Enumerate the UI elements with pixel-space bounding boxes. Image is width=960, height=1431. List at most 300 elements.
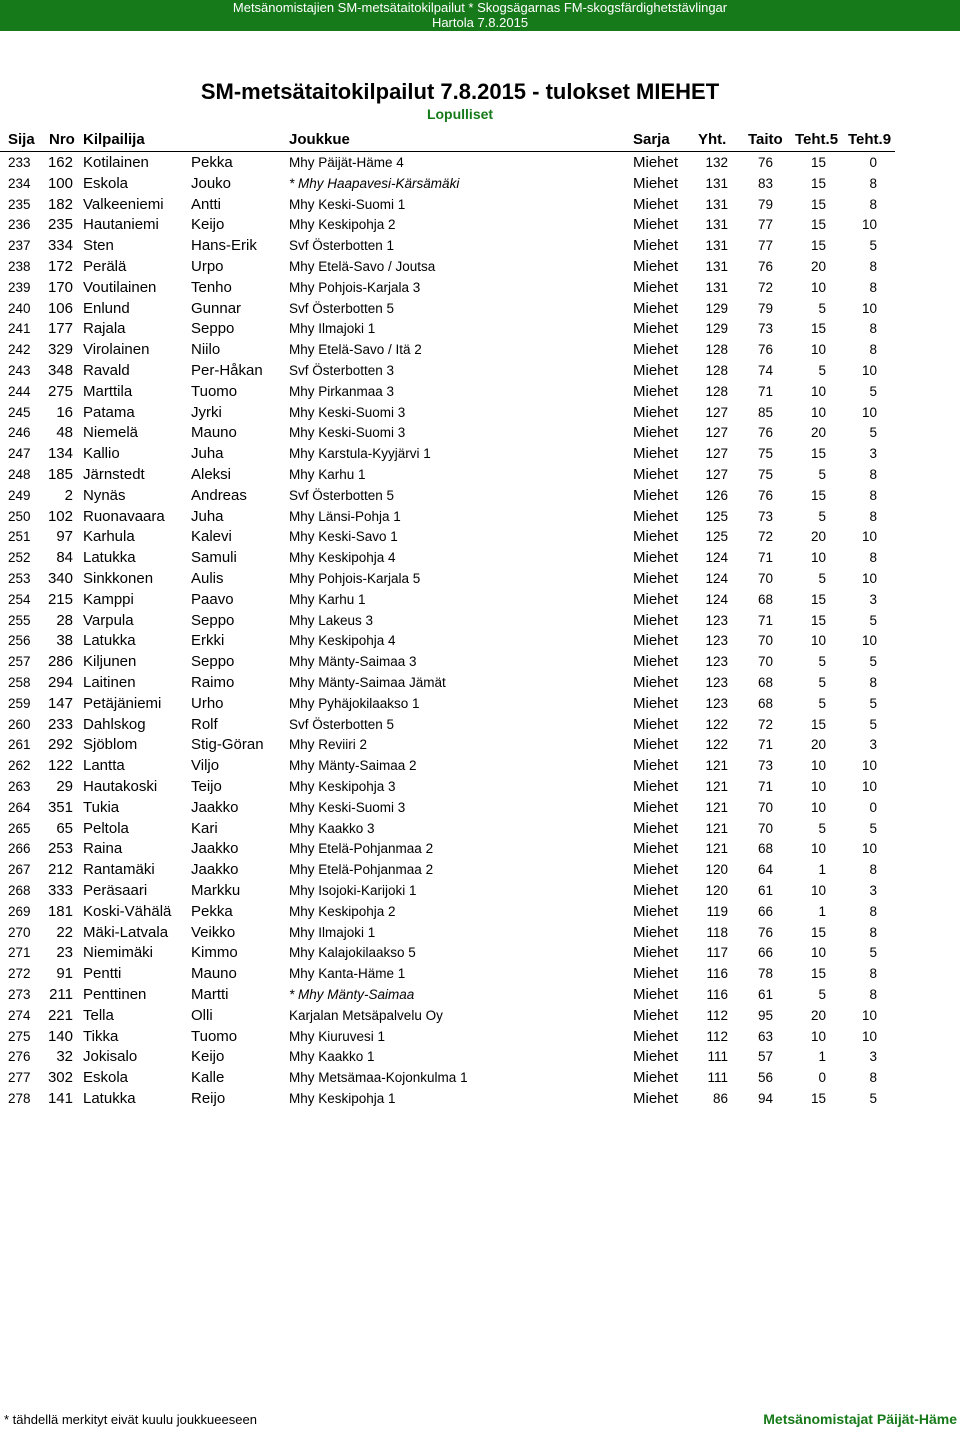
cell-teht5: 15 [810, 966, 826, 982]
cell-teht9: 10 [861, 779, 877, 794]
cell-teht5: 20 [810, 737, 826, 753]
cell-team: Mhy Keskipohja 3 [289, 779, 396, 794]
cell-yht: 117 [706, 945, 728, 961]
cell-firstname: Viljo [191, 757, 220, 775]
cell-lastname: Niemelä [83, 424, 139, 442]
cell-sija: 249 [8, 487, 31, 503]
cell-sarja: Miehet [633, 694, 679, 712]
cell-teht9: 8 [869, 259, 877, 274]
cell-yht: 131 [705, 217, 728, 233]
table-row [0, 756, 960, 776]
cell-teht9: 0 [869, 799, 877, 815]
cell-teht9: 10 [861, 1007, 877, 1023]
cell-sija: 244 [8, 383, 31, 399]
cell-sija: 272 [8, 966, 31, 982]
cell-sarja: Miehet [633, 216, 679, 234]
cell-nro: 29 [56, 778, 73, 795]
cell-teht5: 10 [810, 883, 826, 898]
cell-lastname: Pentti [83, 965, 122, 983]
cell-yht: 131 [705, 196, 728, 212]
cell-nro: 91 [56, 965, 73, 983]
cell-teht9: 3 [869, 446, 877, 462]
cell-yht: 111 [707, 1049, 728, 1065]
cell-taito: 61 [757, 987, 773, 1002]
cell-teht5: 10 [810, 758, 826, 774]
cell-teht9: 10 [861, 633, 877, 649]
cell-firstname: Kalle [191, 1069, 225, 1087]
table-row [0, 548, 960, 568]
cell-yht: 122 [705, 737, 728, 753]
cell-firstname: Jaakko [191, 840, 239, 858]
cell-team: Mhy Kiuruvesi 1 [289, 1028, 386, 1044]
cell-yht: 121 [705, 758, 728, 774]
cell-yht: 128 [705, 363, 728, 378]
cell-sarja: Miehet [633, 174, 679, 192]
cell-firstname: Juha [191, 507, 224, 525]
cell-firstname: Urpo [191, 258, 224, 275]
cell-nro: 275 [47, 382, 73, 400]
cell-lastname: Ravald [83, 362, 130, 379]
cell-sija: 243 [8, 363, 31, 378]
cell-nro: 333 [47, 882, 73, 899]
cell-lastname: Kiljunen [83, 653, 137, 671]
cell-sija: 269 [8, 903, 31, 919]
cell-team: Mhy Mänty-Saimaa 3 [289, 654, 417, 670]
cell-team: Mhy Pohjois-Karjala 3 [289, 279, 421, 295]
cell-firstname: Markku [191, 882, 241, 899]
cell-lastname: Laitinen [83, 674, 136, 691]
cell-lastname: Tukia [83, 798, 120, 816]
cell-teht5: 5 [818, 467, 826, 482]
cell-team: Mhy Lakeus 3 [289, 612, 374, 628]
cell-teht5: 15 [810, 155, 826, 170]
table-row [0, 777, 960, 797]
cell-yht: 124 [705, 550, 728, 566]
footer-org: Metsänomistajat Päijät-Häme [763, 1411, 957, 1427]
cell-yht: 112 [706, 1007, 728, 1023]
cell-firstname: Kari [191, 819, 218, 837]
cell-teht9: 3 [869, 591, 877, 607]
page-title: SM-metsätaitokilpailut 7.8.2015 - tulokset MIEHET [200, 79, 720, 104]
cell-team: Mhy Pyhäjokilaakso 1 [289, 695, 420, 711]
table-row [0, 236, 960, 256]
cell-sarja: Miehet [633, 861, 679, 879]
table-row [0, 340, 960, 360]
table-row [0, 403, 960, 423]
cell-firstname: Veikko [191, 923, 236, 941]
cell-sija: 251 [8, 529, 31, 545]
cell-teht5: 15 [810, 196, 826, 212]
cell-teht5: 5 [818, 571, 826, 586]
cell-sija: 276 [8, 1049, 31, 1065]
cell-yht: 121 [705, 841, 728, 857]
cell-taito: 75 [757, 446, 773, 462]
cell-lastname: Penttinen [83, 986, 147, 1003]
cell-lastname: Marttila [83, 382, 133, 400]
cell-team: Mhy Mänty-Saimaa Jämät [289, 675, 446, 690]
cell-teht9: 10 [861, 300, 877, 316]
cell-nro: 286 [47, 653, 73, 671]
cell-team: Mhy Karhu 1 [289, 591, 366, 607]
cell-nro: 334 [47, 237, 73, 255]
cell-teht9: 10 [861, 404, 877, 420]
cell-nro: 348 [47, 362, 73, 379]
cell-taito: 73 [757, 758, 773, 774]
cell-team: Mhy Kaakko 3 [289, 820, 375, 836]
cell-sarja: Miehet [633, 320, 679, 338]
cell-nro: 215 [47, 590, 73, 608]
cell-lastname: Jokisalo [83, 1048, 138, 1066]
cell-taito: 64 [757, 862, 773, 878]
cell-sija: 258 [8, 675, 31, 690]
cell-team: Mhy Keskipohja 1 [289, 1091, 396, 1106]
cell-nro: 162 [47, 154, 73, 171]
cell-yht: 122 [705, 716, 728, 732]
cell-teht9: 0 [869, 155, 877, 170]
cell-nro: 28 [56, 611, 73, 629]
cell-nro: 141 [47, 1090, 73, 1107]
cell-sarja: Miehet [633, 1006, 679, 1024]
table-row [0, 465, 960, 485]
col-header-joukkue: Joukkue [289, 131, 350, 148]
cell-nro: 292 [47, 736, 73, 754]
cell-nro: 122 [47, 757, 73, 775]
cell-teht5: 10 [810, 945, 826, 961]
cell-teht5: 15 [810, 1091, 826, 1106]
cell-taito: 76 [757, 155, 773, 170]
cell-sija: 250 [8, 508, 31, 524]
cell-teht5: 10 [810, 550, 826, 566]
cell-teht9: 5 [869, 425, 877, 441]
cell-sija: 257 [8, 654, 31, 670]
cell-sija: 265 [8, 820, 31, 836]
cell-sija: 234 [8, 175, 31, 191]
cell-sija: 235 [8, 196, 31, 212]
cell-firstname: Urho [191, 694, 224, 712]
cell-sarja: Miehet [633, 195, 679, 213]
col-header-sija: Sija [8, 131, 35, 148]
cell-lastname: Karhula [83, 528, 135, 546]
cell-taito: 71 [757, 383, 773, 399]
cell-teht5: 20 [810, 259, 826, 274]
cell-sarja: Miehet [633, 840, 679, 858]
cell-sija: 242 [8, 342, 31, 358]
cell-lastname: Latukka [83, 1090, 136, 1107]
cell-yht: 120 [705, 862, 728, 878]
cell-teht9: 8 [869, 1070, 877, 1086]
cell-firstname: Jaakko [191, 798, 239, 816]
table-row [0, 694, 960, 714]
cell-yht: 127 [705, 446, 728, 462]
cell-sarja: Miehet [633, 278, 679, 296]
cell-teht9: 8 [869, 987, 877, 1002]
cell-teht9: 3 [869, 1049, 877, 1065]
cell-teht9: 8 [869, 342, 877, 358]
cell-yht: 126 [705, 487, 728, 503]
cell-nro: 221 [47, 1006, 73, 1024]
table-row [0, 257, 960, 277]
cell-taito: 71 [757, 779, 773, 794]
cell-firstname: Jaakko [191, 861, 239, 879]
cell-nro: 170 [47, 278, 73, 296]
cell-lastname: Tella [83, 1006, 114, 1024]
cell-sija: 278 [8, 1091, 31, 1106]
cell-team: Svf Österbotten 3 [289, 363, 395, 378]
cell-teht5: 10 [810, 1028, 826, 1044]
cell-sarja: Miehet [633, 1069, 679, 1087]
cell-nro: 32 [56, 1048, 73, 1066]
cell-sija: 261 [8, 737, 31, 753]
cell-teht9: 8 [869, 196, 877, 212]
table-row [0, 735, 960, 755]
cell-teht5: 10 [810, 404, 826, 420]
cell-teht5: 10 [810, 633, 826, 649]
cell-sija: 263 [8, 779, 31, 794]
cell-sarja: Miehet [633, 757, 679, 775]
cell-teht5: 5 [818, 675, 826, 690]
cell-yht: 131 [705, 238, 728, 254]
cell-taito: 56 [757, 1070, 773, 1086]
cell-yht: 86 [712, 1091, 728, 1106]
cell-teht9: 8 [869, 903, 877, 919]
cell-firstname: Tuomo [191, 382, 238, 400]
table-row [0, 964, 960, 984]
table-row [0, 195, 960, 215]
cell-sija: 246 [8, 425, 31, 441]
cell-team: Mhy Keskipohja 2 [289, 217, 396, 233]
table-row [0, 1006, 960, 1026]
table-row [0, 881, 960, 901]
cell-taito: 61 [757, 883, 773, 898]
cell-lastname: Tikka [83, 1027, 119, 1045]
cell-lastname: Eskola [83, 174, 129, 192]
table-row [0, 839, 960, 859]
table-row [0, 798, 960, 818]
table-row [0, 174, 960, 194]
cell-nro: 351 [47, 798, 73, 816]
cell-lastname: Dahlskog [83, 715, 146, 733]
cell-sija: 239 [8, 279, 31, 295]
cell-sija: 268 [8, 883, 31, 898]
cell-yht: 131 [705, 259, 728, 274]
cell-firstname: Kalevi [191, 528, 232, 546]
cell-sija: 262 [8, 758, 31, 774]
table-row [0, 590, 960, 610]
cell-sija: 266 [8, 841, 31, 857]
cell-firstname: Stig-Göran [191, 736, 264, 754]
cell-taito: 77 [757, 238, 773, 254]
cell-yht: 131 [705, 175, 728, 191]
cell-teht9: 10 [861, 217, 877, 233]
table-row [0, 631, 960, 651]
cell-teht5: 5 [818, 300, 826, 316]
cell-teht5: 15 [810, 238, 826, 254]
cell-team: Mhy Länsi-Pohja 1 [289, 508, 401, 524]
cell-firstname: Pekka [191, 902, 233, 920]
cell-teht9: 10 [861, 758, 877, 774]
cell-teht9: 8 [869, 487, 877, 503]
cell-team: Mhy Ilmajoki 1 [289, 924, 376, 940]
cell-teht9: 8 [869, 175, 877, 191]
table-row [0, 569, 960, 589]
cell-sija: 240 [8, 300, 31, 316]
cell-sija: 260 [8, 716, 31, 732]
cell-teht5: 10 [810, 383, 826, 399]
table-row [0, 319, 960, 339]
cell-firstname: Rolf [191, 715, 218, 733]
footer-note: * tähdellä merkityt eivät kuulu joukkueeseen [4, 1412, 257, 1427]
table-row [0, 715, 960, 735]
cell-yht: 128 [705, 383, 728, 399]
cell-taito: 68 [757, 591, 773, 607]
cell-sija: 273 [8, 987, 31, 1002]
cell-taito: 68 [757, 841, 773, 857]
cell-teht9: 3 [869, 883, 877, 898]
cell-nro: 134 [47, 445, 73, 463]
cell-taito: 76 [757, 342, 773, 358]
cell-sarja: Miehet [633, 778, 679, 795]
cell-yht: 125 [705, 508, 728, 524]
cell-yht: 124 [705, 571, 728, 586]
cell-lastname: Perälä [83, 258, 127, 275]
cell-lastname: Virolainen [83, 341, 150, 359]
cell-team: Mhy Keskipohja 4 [289, 550, 396, 566]
table-row [0, 507, 960, 527]
cell-taito: 76 [757, 487, 773, 503]
cell-yht: 123 [705, 633, 728, 649]
cell-teht9: 5 [869, 820, 877, 836]
cell-lastname: Kamppi [83, 590, 134, 608]
cell-teht5: 15 [810, 175, 826, 191]
cell-yht: 123 [705, 695, 728, 711]
cell-team: Mhy Päijät-Häme 4 [289, 155, 404, 170]
cell-taito: 68 [757, 675, 773, 690]
cell-nro: 233 [47, 715, 73, 733]
cell-lastname: Kallio [83, 445, 120, 463]
cell-taito: 73 [757, 321, 773, 337]
cell-teht5: 5 [818, 987, 826, 1002]
table-row [0, 278, 960, 298]
table-row [0, 361, 960, 381]
cell-yht: 124 [705, 591, 728, 607]
cell-teht5: 15 [810, 716, 826, 732]
cell-sija: 264 [8, 799, 31, 815]
cell-nro: 235 [47, 216, 73, 234]
cell-firstname: Seppo [191, 653, 235, 671]
cell-firstname: Niilo [191, 341, 221, 359]
table-row [0, 1027, 960, 1047]
cell-yht: 129 [705, 321, 728, 337]
cell-taito: 72 [757, 716, 773, 732]
cell-yht: 127 [705, 467, 728, 482]
cell-lastname: Kotilainen [83, 154, 149, 171]
cell-teht5: 20 [810, 425, 826, 441]
table-row [0, 1089, 960, 1109]
cell-team: Mhy Keski-Suomi 3 [289, 425, 406, 441]
cell-sarja: Miehet [633, 549, 679, 567]
cell-teht5: 15 [810, 612, 826, 628]
table-row [0, 444, 960, 464]
cell-nro: 22 [56, 923, 73, 941]
cell-teht9: 8 [869, 966, 877, 982]
cell-sarja: Miehet [633, 715, 679, 733]
cell-team: Mhy Karhu 1 [289, 467, 366, 482]
cell-teht5: 1 [818, 903, 826, 919]
cell-teht9: 10 [861, 1028, 877, 1044]
cell-nro: 212 [47, 861, 73, 879]
cell-yht: 131 [705, 279, 728, 295]
cell-sarja: Miehet [633, 674, 679, 691]
cell-teht9: 5 [869, 654, 877, 670]
cell-firstname: Mauno [191, 965, 237, 983]
cell-teht5: 0 [818, 1070, 826, 1086]
cell-firstname: Keijo [191, 216, 225, 234]
cell-nro: 48 [56, 424, 73, 442]
cell-firstname: Raimo [191, 674, 235, 691]
cell-nro: 100 [47, 174, 73, 192]
cell-lastname: Nynäs [83, 486, 126, 504]
cell-teht9: 8 [869, 279, 877, 295]
cell-taito: 73 [757, 508, 773, 524]
cell-lastname: Enlund [83, 299, 130, 317]
cell-lastname: Raina [83, 840, 123, 858]
cell-yht: 121 [705, 799, 728, 815]
cell-team: Mhy Keskipohja 2 [289, 903, 396, 919]
cell-yht: 123 [705, 654, 728, 670]
cell-firstname: Hans-Erik [191, 237, 257, 255]
cell-team: Mhy Keski-Suomi 3 [289, 799, 406, 815]
cell-lastname: Patama [83, 403, 135, 421]
cell-sija: 254 [8, 591, 31, 607]
cell-teht9: 8 [869, 550, 877, 566]
cell-taito: 79 [757, 196, 773, 212]
cell-sarja: Miehet [633, 944, 679, 962]
cell-yht: 121 [705, 820, 728, 836]
cell-yht: 128 [705, 342, 728, 358]
table-row [0, 382, 960, 402]
table-row [0, 902, 960, 922]
header-divider [0, 151, 895, 152]
cell-yht: 116 [706, 987, 728, 1002]
cell-lastname: Rajala [83, 320, 126, 338]
cell-nro: 106 [47, 299, 73, 317]
cell-taito: 74 [757, 363, 773, 378]
cell-lastname: Rantamäki [83, 861, 155, 879]
cell-sija: 267 [8, 862, 31, 878]
cell-yht: 116 [706, 966, 728, 982]
cell-sija: 252 [8, 550, 31, 566]
cell-team: Mhy Metsämaa-Kojonkulma 1 [289, 1070, 468, 1086]
cell-firstname: Jouko [191, 174, 232, 192]
cell-team: Mhy Keski-Suomi 1 [289, 196, 406, 212]
table-row [0, 1068, 960, 1088]
cell-team: Svf Österbotten 5 [289, 300, 395, 316]
banner-line-2: Hartola 7.8.2015 [431, 15, 529, 30]
cell-nro: 253 [47, 840, 73, 858]
cell-teht9: 5 [869, 612, 877, 628]
cell-sija: 256 [8, 633, 31, 649]
cell-firstname: Mauno [191, 424, 237, 442]
cell-team: Mhy Keskipohja 4 [289, 633, 396, 649]
cell-sarja: Miehet [633, 382, 679, 400]
cell-sarja: Miehet [633, 528, 679, 546]
cell-yht: 120 [705, 883, 728, 898]
cell-nro: 294 [47, 674, 73, 691]
cell-team: Karjalan Metsäpalvelu Oy [289, 1007, 443, 1023]
cell-lastname: Latukka [83, 632, 136, 650]
cell-yht: 127 [705, 404, 728, 420]
cell-lastname: Voutilainen [83, 278, 157, 296]
